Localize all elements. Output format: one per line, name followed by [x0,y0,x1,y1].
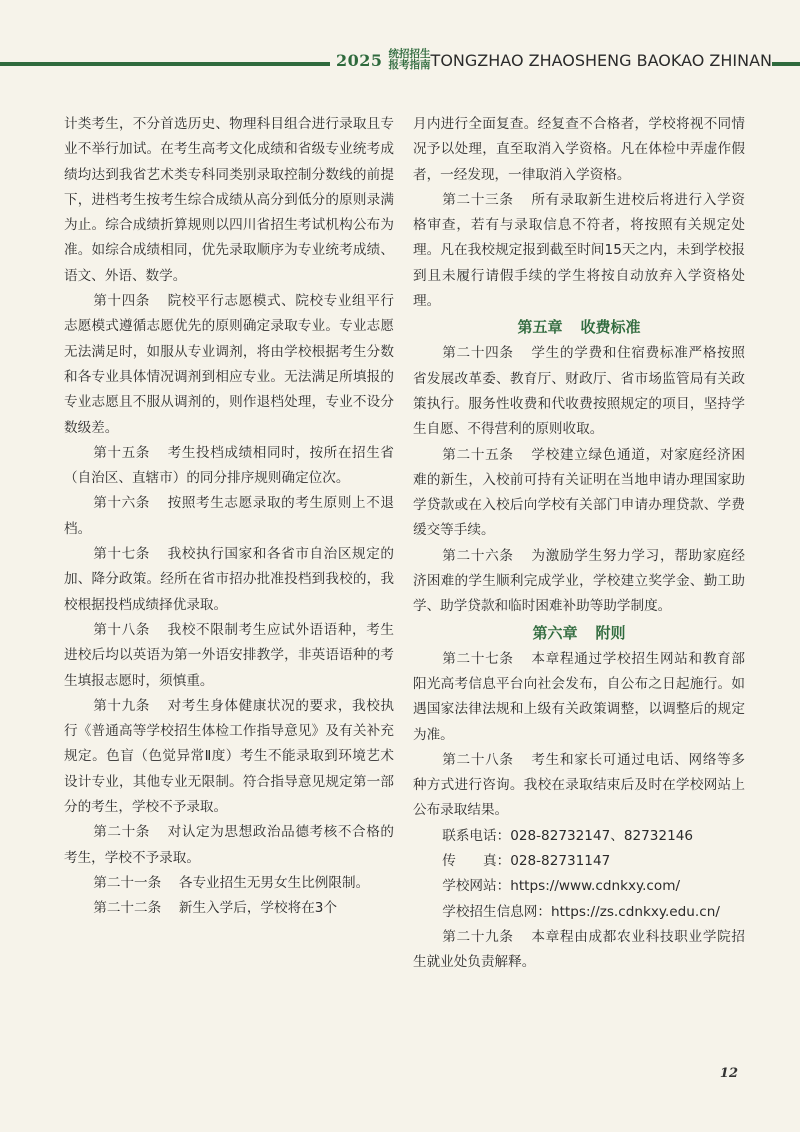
article-21 [64,871,394,896]
article-text: 对认定为思想政治品德考核不合格的考生，学校不予录取。 [64,824,395,866]
article-text: 各专业招生无男女生比例限制。 [178,874,370,891]
article-title: 第二十一条 [93,874,162,891]
contact-website: 学校网站：https://www.cdnkxy.com/ [442,878,681,895]
article-17 [64,542,394,618]
chapter-heading-5 [413,314,745,341]
article-text: 按照考生志愿录取的考生原则上不退档。 [64,495,395,537]
article-text: 为激励学生努力学习，帮助家庭经济困难的学生顺利完成学业，学校建立奖学金、勤工助学、助学贷款和临时困难补助等助学制度。 [413,547,746,615]
article-19 [64,694,394,820]
article-28 [413,748,745,824]
article-29 [413,925,745,976]
article-18 [64,618,394,694]
article-text: 对考生身体健康状况的要求，我校执行《普通高等学校招生体检工作指导意见》及有关补充规定。色盲（色觉异常Ⅱ度）考生不能录取到环境艺术设计专业，其他专业无限制。符合指导意见规定第一部分的考生，学校不予录取。 [64,697,395,816]
article-text: 考生投档成绩相同时，按所在招生省（自治区、直辖市）的同分排序规则确定位次。 [64,444,395,487]
article-25 [413,443,745,544]
article-26 [413,544,745,620]
article-text: 所有录取新生进校后将进行入学资格审查，若有与录取信息不符者，将按照有关规定处理。凡在我校规定报到截至时间15天之内，未到学校报到且未履行请假手续的学生将按自动放弃入学资格处理。 [413,191,746,310]
article-text: 我校不限制考生应试外语语种，考生进校后均以英语为第一外语安排教学，非英语语种的考生填报志愿时，须慎重。 [64,621,395,689]
article-16 [64,491,394,542]
article-15 [64,441,394,492]
article-text: 本章程由成都农业科技职业学院招生就业处负责解释。 [413,928,746,971]
right-column [413,112,745,976]
article-title: 第二十六条 [442,547,514,564]
article-text: 学生的学费和住宿费标准严格按照省发展改革委、教育厅、财政厅、省市场监管局有关政策执行。服务性收费和代收费按照规定的项目，坚持学生自愿、不得营利的原则收取。 [413,345,746,438]
article-title: 第二十五条 [442,446,514,463]
article-text: 学校建立绿色通道，对家庭经济困难的新生，入校前可持有关证明在当地申请办理国家助学贷款或在入校后向学校有关部门申请办理贷款、学费缓交等手续。 [413,446,746,539]
article-text: 我校执行国家和各省市自治区规定的加、降分政策。经所在省市招办批准投档到我校的，我校根据投档成绩择优录取。 [64,546,395,613]
article-title: 第十五条 [93,444,150,461]
article-title: 第十八条 [93,621,150,638]
page-header [330,50,772,70]
chapter-number: 第五章 [517,318,563,337]
article-24 [413,341,745,442]
article-title: 第二十七条 [442,650,514,667]
article-title: 第二十二条 [93,900,162,917]
article-23 [413,188,745,314]
contact-admission-site: 学校招生信息网：https://zs.cdnkxy.edu.cn/ [442,903,720,920]
article-text: 本章程通过学校招生网站和教育部阳光高考信息平台向社会发布，自公布之日起施行。如遇国家法律法规和上级有关政策调整，以调整后的规定为准。 [413,650,746,743]
chapter-number: 第六章 [532,623,578,642]
contact-fax: 传 真：028-82731147 [442,853,611,870]
header-title-line2: 报考指南 [388,59,431,71]
article-title: 第十六条 [93,495,150,512]
article-title: 第十九条 [93,697,150,714]
header-year: 2025 [336,50,383,70]
contact-phone: 联系电话：028-82732147、82732146 [442,827,694,844]
article-14 [64,289,394,441]
article-20 [64,820,394,871]
left-column [64,112,394,922]
paragraph: 月内进行全面复查。经复查不合格者，学校将视不同情况予以处理，直至取消入学资格。凡在体检中弄虚作假者，一经发现，一律取消入学资格。 [413,116,745,183]
article-title: 第二十条 [93,824,150,841]
article-title: 第十四条 [93,293,150,310]
page-number: 12 [719,1066,738,1081]
article-title: 第二十三条 [442,191,514,208]
article-text: 院校平行志愿模式、院校专业组平行志愿模式遵循志愿优先的原则确定录取专业。专业志愿无法满足时，如服从专业调剂，将由学校根据考生分数和各专业具体情况调剂到相应专业。无法满足所填报的专业志愿且不服从调剂的，则作退档处理，专业不设分数级差。 [64,293,395,436]
chapter-heading-6 [413,620,745,647]
article-text: 考生和家长可通过电话、网络等多种方式进行咨询。我校在录取结束后及时在学校网站上公布录取结果。 [413,751,746,819]
header-brand [389,49,431,71]
chapter-title: 收费标准 [580,318,641,337]
article-22 [64,896,394,921]
header-subtitle: TONGZHAO ZHAOSHENG BAOKAO ZHINAN [430,50,772,70]
header-title-line1: 统招招生 [388,48,431,60]
article-title: 第二十九条 [442,928,514,945]
paragraph: 计类考生，不分首选历史、物理科目组合进行录取且专业不举行加试。在考生高考文化成绩和省级专业统考成绩均达到我省艺术类专科同类别录取控制分数线的前提下，进档考生按考生综合成绩从高分到低分的原则录满为止。综合成绩折算规则以四川省招生考试机构公布为准。如综合成绩相同，优先录取顺序为专业统考成绩、语文、外语、数学。 [64,116,394,284]
chapter-title: 附则 [595,623,626,642]
article-title: 第二十八条 [442,751,514,768]
article-title: 第二十四条 [442,345,514,362]
article-27 [413,647,745,748]
article-text: 新生入学后，学校将在3个 [178,900,338,917]
article-title: 第十七条 [93,546,150,563]
